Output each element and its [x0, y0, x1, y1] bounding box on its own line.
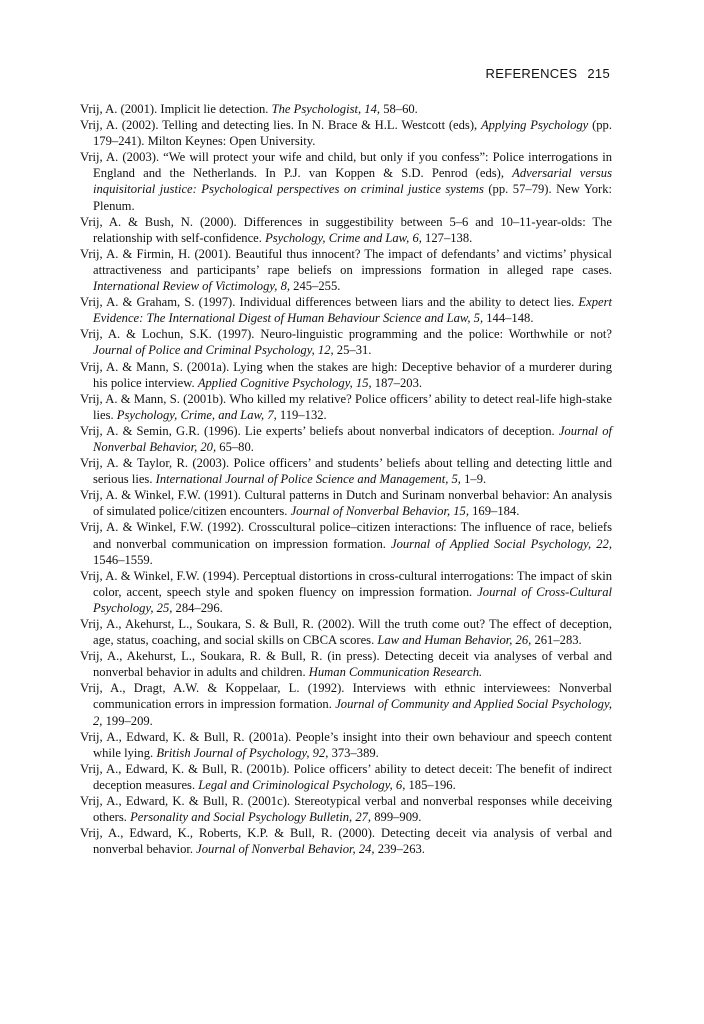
reference-entry: Vrij, A. & Winkel, F.W. (1992). Crosscultural police–citizen interactions: The influence of race, beliefs and nonverbal communication on impression formation. Journal of Applied Social Psychology, 22, 1546–1559. — [80, 520, 612, 567]
reference-entry: Vrij, A., Edward, K. & Bull, R. (2001c). Stereotypical verbal and nonverbal responses while deceiving others. Personality and Social Psychology Bulletin, 27, 899–909. — [80, 794, 612, 825]
reference-entry: Vrij, A., Edward, K. & Bull, R. (2001a). People’s insight into their own behaviour and speech content while lying. British Journal of Psychology, 92, 373–389. — [80, 729, 612, 760]
reference-entry: Vrij, A. & Winkel, F.W. (1994). Perceptual distortions in cross-cultural interrogations: The impact of skin color, accent, speech style and spoken fluency on impression formation. Journal of Cross-Cultural Psychology, 25, 284–296. — [80, 568, 612, 615]
reference-entry: Vrij, A. (2001). Implicit lie detection. The Psychologist, 14, 58–60. — [80, 102, 418, 116]
reference-entry: Vrij, A., Edward, K. & Bull, R. (2001b). Police officers’ ability to detect deceit: The benefit of indirect deception measures. Legal and Criminological Psychology, 6, 185–196. — [80, 761, 612, 792]
reference-entry: Vrij, A., Akehurst, L., Soukara, R. & Bull, R. (in press). Detecting deceit via analyses of verbal and nonverbal behavior in adults and children. Human Communication Research. — [80, 649, 612, 680]
reference-entry: Vrij, A., Akehurst, L., Soukara, S. & Bull, R. (2002). Will the truth come out? The effect of deception, age, status, coaching, and social skills on CBCA scores. Law and Human Behavior, 26, 261–283. — [80, 617, 612, 648]
reference-list — [80, 101, 612, 857]
reference-entry: Vrij, A. & Semin, G.R. (1996). Lie experts’ beliefs about nonverbal indicators of deception. Journal of Nonverbal Behavior, 20, 65–80. — [80, 423, 612, 454]
reference-entry: Vrij, A. (2002). Telling and detecting lies. In N. Brace & H.L. Westcott (eds), Applying Psychology (pp. 179–241). Milton Keynes: Open University. — [80, 118, 612, 149]
section-title: REFERENCES — [485, 66, 578, 81]
reference-entry: Vrij, A. & Mann, S. (2001b). Who killed my relative? Police officers’ ability to detect real-life high-stake lies. Psychology, Crime, and Law, 7, 119–132. — [80, 391, 612, 422]
reference-entry: Vrij, A. & Taylor, R. (2003). Police officers’ and students’ beliefs about telling and detecting little and serious lies. International Journal of Police Science and Management, 5, 1–9. — [80, 456, 612, 487]
page-number: 215 — [587, 66, 610, 81]
reference-entry: Vrij, A. & Lochun, S.K. (1997). Neuro-linguistic programming and the police: Worthwhile or not? Journal of Police and Criminal Psychology, 12, 25–31. — [80, 327, 612, 358]
reference-entry: Vrij, A. & Firmin, H. (2001). Beautiful thus innocent? The impact of defendants’ and victims’ physical attractiveness and participants’ rape beliefs on impressions formation in alleged rape cases. International Review of Victimology, 8, 245–255. — [80, 246, 612, 294]
reference-entry: Vrij, A. & Bush, N. (2000). Differences in suggestibility between 5–6 and 10–11-year-olds: The relationship with self-confidence. Psychology, Crime and Law, 6, 127–138. — [80, 214, 612, 245]
reference-entry: Vrij, A., Dragt, A.W. & Koppelaar, L. (1992). Interviews with ethnic interviewees: Nonverbal communication errors in impression formation. Journal of Community and Applied Social Psychology, 2, 199–209. — [80, 681, 612, 728]
reference-entry: Vrij, A. (2003). “We will protect your wife and child, but only if you confess”: Police interrogations in England and the Netherlands. In P.J. van Koppen & S.D. Penrod (eds), Adversarial versus inquisitorial justice: Psychological perspectives on criminal justice systems (pp. 57–79). New York: Plenum. — [80, 150, 612, 213]
reference-entry: Vrij, A. & Graham, S. (1997). Individual differences between liars and the ability to detect lies. Expert Evidence: The International Digest of Human Behaviour Science and Law, 5, 144–148. — [80, 295, 612, 326]
reference-entry: Vrij, A., Edward, K., Roberts, K.P. & Bull, R. (2000). Detecting deceit via analysis of verbal and nonverbal behavior. Journal of Nonverbal Behavior, 24, 239–263. — [80, 826, 612, 857]
reference-entry: Vrij, A. & Mann, S. (2001a). Lying when the stakes are high: Deceptive behavior of a murderer during his police interview. Applied Cognitive Psychology, 15, 187–203. — [80, 359, 612, 390]
reference-entry: Vrij, A. & Winkel, F.W. (1991). Cultural patterns in Dutch and Surinam nonverbal behavior: An analysis of simulated police/citizen encounters. Journal of Nonverbal Behavior, 15, 169–184. — [80, 488, 612, 519]
running-header — [486, 66, 610, 81]
